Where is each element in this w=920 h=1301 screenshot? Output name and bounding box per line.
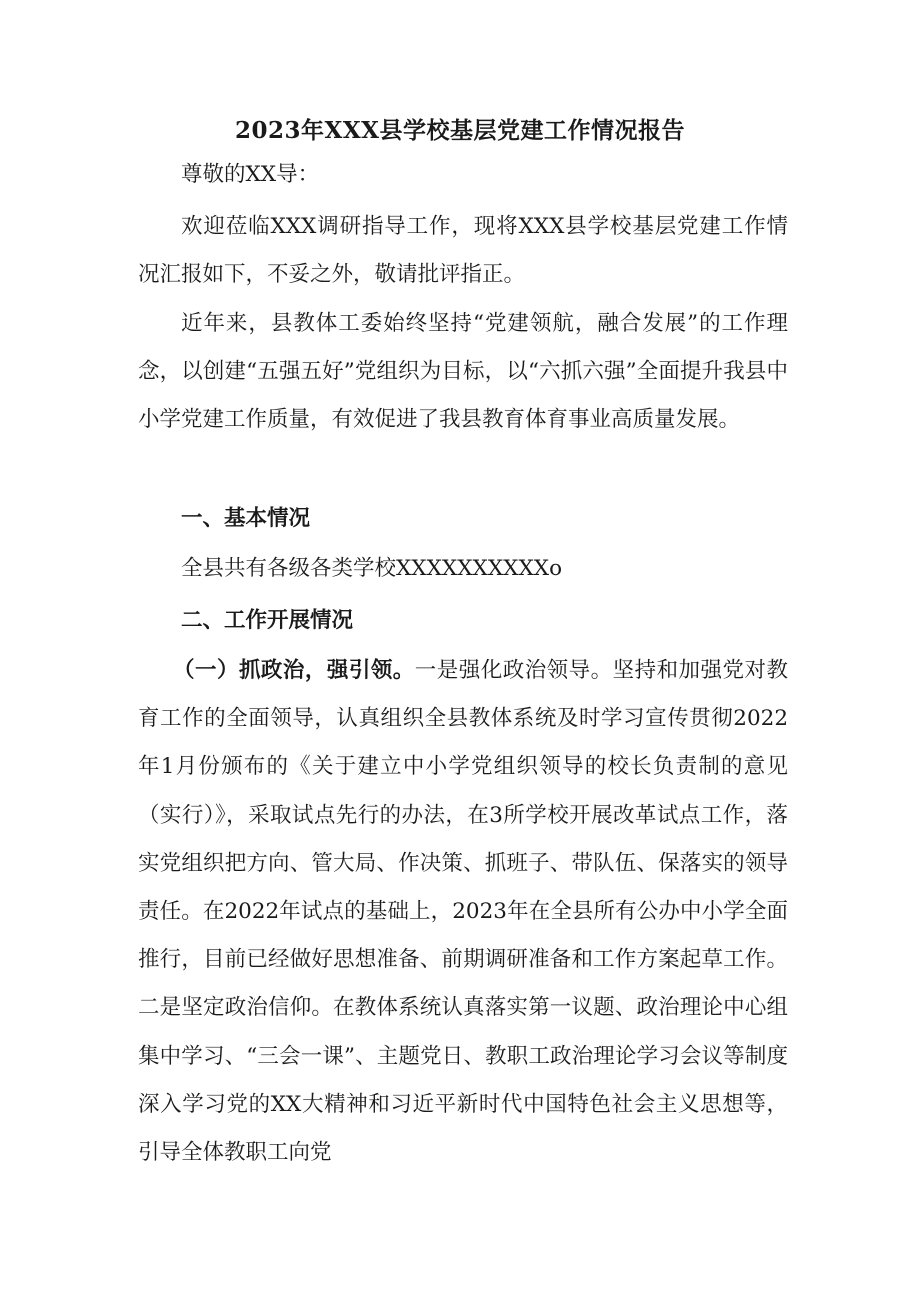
subsection-body: 一是强化政治领导。坚持和加强党对教育工作的全面领导，认真组织全县教体系统及时学习宣传贯彻2022年1月份颁布的《关于建立中小学党组织领导的校长负责制的意见（实行）》，采取试点先行的办法，在3所学校开展改革试点工作，落实党组织把方向、管大局、作决策、抓班子、带队伍、保落实的领导责任。在2022年试点的基础上，2023年在全县所有公办中小学全面推行，目前已经做好思想准备、前期调研准备和工作方案起草工作。二是坚定政治信仰。在教体系统认真落实第一议题、政治理论中心组集中学习、“三会一课”、主题党日、教职工政治理论学习会议等制度深入学习党的XX大精神和习近平新时代中国特色社会主义思想等，引导全体教职工向党 — [138, 658, 788, 1166]
section-heading-progress: 二、工作开展情况 — [181, 608, 354, 633]
subsection-politics-paragraph — [138, 647, 788, 1177]
subsection-lead: （一）抓政治，强引领。 — [173, 658, 415, 683]
salutation: 尊敬的XX导： — [181, 162, 320, 187]
overview-paragraph: 近年来，县教体工委始终坚持“党建领航，融合发展”的工作理念，以创建“五强五好”党组织为目标，以“六抓六强”全面提升我县中小学党建工作质量，有效促进了我县教育体育事业高质量发展。 — [138, 311, 788, 433]
section-heading-basic: 一、基本情况 — [181, 506, 311, 531]
section-basic-text: 全县共有各级各类学校XXXXXXXXXXo — [181, 556, 563, 581]
intro-paragraph: 欢迎莅临XXX调研指导工作，现将XXX县学校基层党建工作情况汇报如下，不妥之外，敬请批评指正。 — [138, 214, 788, 288]
document-title: 2023年XXX县学校基层党建工作情况报告 — [234, 117, 686, 144]
